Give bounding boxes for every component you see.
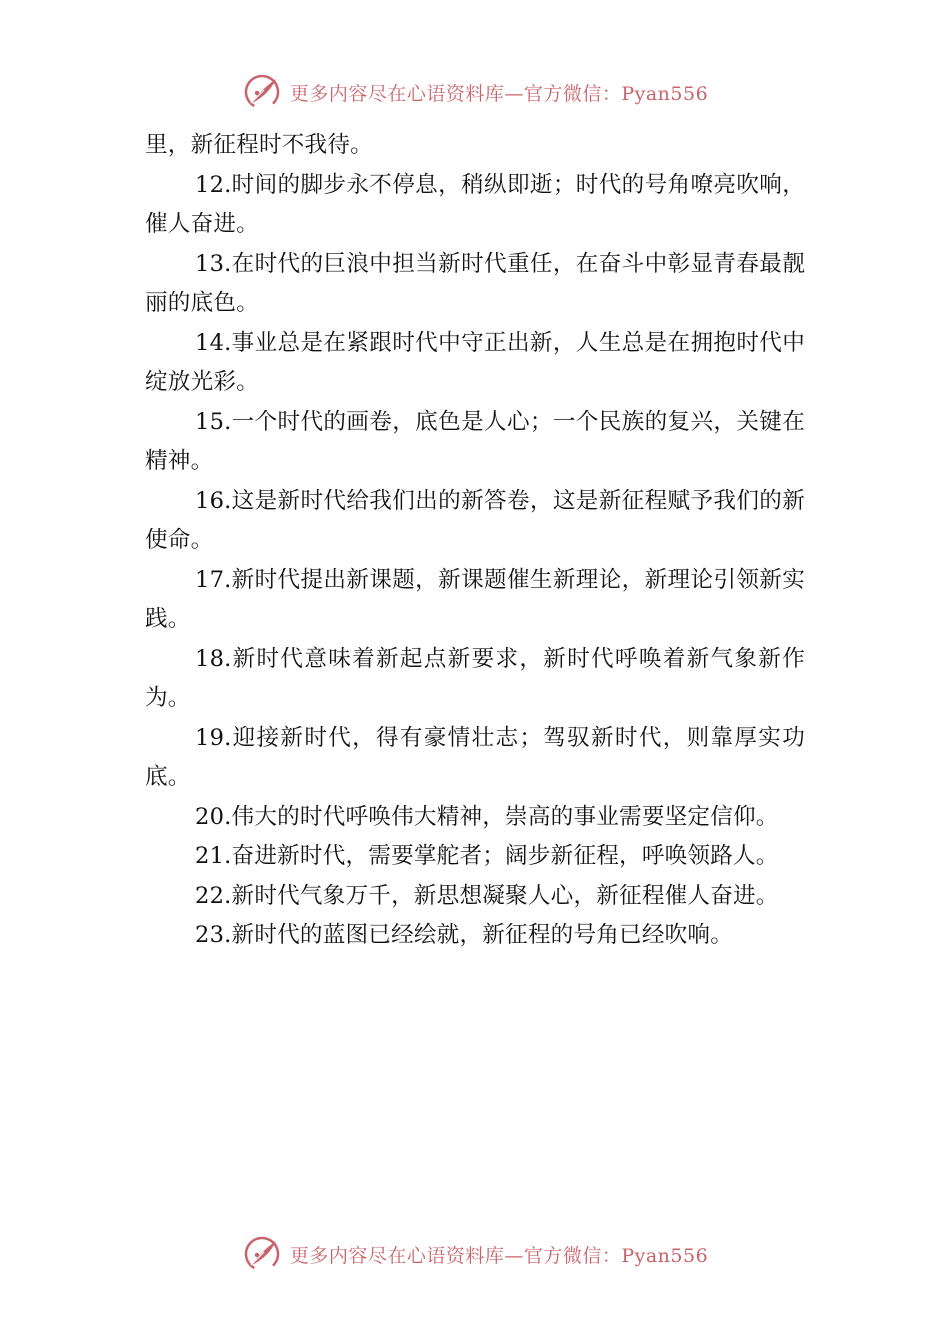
paragraph-22: 22.新时代气象万千，新思想凝聚人心，新征程催人奋进。 [195, 882, 779, 909]
paragraph-continuation: 里，新征程时不我待。 [145, 132, 373, 158]
paragraph-12: 12.时间的脚步永不停息，稍纵即逝；时代的号角嘹亮吹响，催人奋进。 [145, 171, 805, 237]
header-banner [0, 70, 950, 114]
header-banner-text: 更多内容尽在心语资料库—官方微信：Pyan556 [289, 82, 709, 105]
paragraph-15: 15.一个时代的画卷，底色是人心；一个民族的复兴，关键在精神。 [145, 408, 805, 474]
paragraph-23: 23.新时代的蓝图已经绘就，新征程的号角已经吹响。 [195, 922, 733, 948]
paragraph-20: 20.伟大的时代呼唤伟大精神，崇高的事业需要坚定信仰。 [195, 803, 779, 830]
footer-banner-text: 更多内容尽在心语资料库—官方微信：Pyan556 [289, 1244, 709, 1267]
document-body [145, 126, 805, 956]
footer-banner [0, 1232, 950, 1276]
paragraph-19: 19.迎接新时代，得有豪情壮志；驾驭新时代，则靠厚实功底。 [145, 724, 805, 790]
paragraph-13: 13.在时代的巨浪中担当新时代重任，在奋斗中彰显青春最靓丽的底色。 [145, 250, 805, 316]
paragraph-14: 14.事业总是在紧跟时代中守正出新，人生总是在拥抱时代中绽放光彩。 [145, 329, 805, 395]
paragraph-17: 17.新时代提出新课题，新课题催生新理论，新理论引领新实践。 [145, 566, 805, 632]
feather-pen-logo-icon [242, 72, 282, 112]
paragraph-16: 16.这是新时代给我们出的新答卷，这是新征程赋予我们的新使命。 [145, 487, 805, 553]
paragraph-18: 18.新时代意味着新起点新要求，新时代呼唤着新气象新作为。 [145, 645, 805, 711]
feather-pen-logo-icon [242, 1234, 282, 1274]
paragraph-21: 21.奋进新时代，需要掌舵者；阔步新征程，呼唤领路人。 [195, 843, 779, 869]
